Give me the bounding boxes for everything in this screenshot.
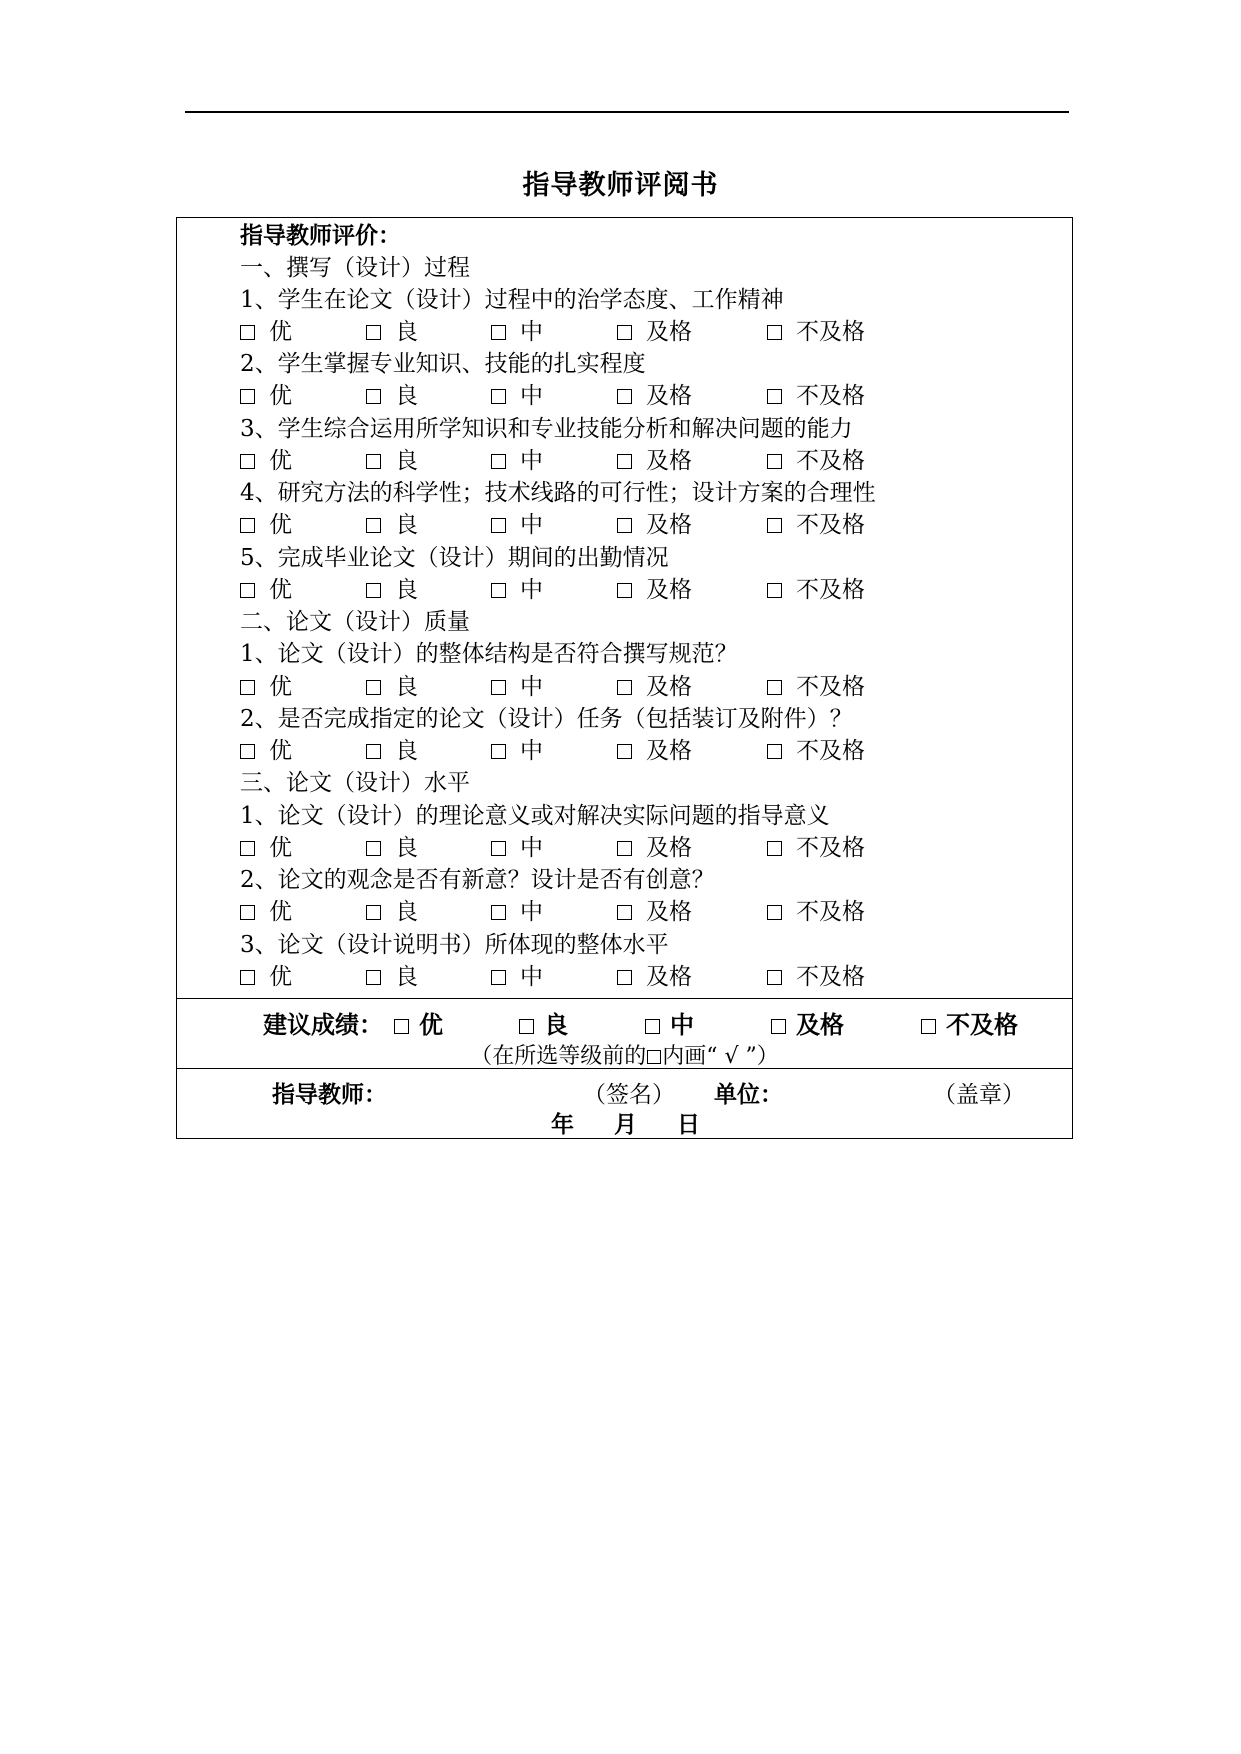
checkbox-icon[interactable] [491, 583, 506, 598]
checkbox-icon[interactable] [491, 680, 506, 695]
rating-row [240, 672, 940, 702]
checkbox-icon[interactable] [491, 325, 506, 340]
rating-option-label: 中 [520, 835, 543, 861]
rating-option[interactable] [366, 736, 418, 766]
date-day: 日 [677, 1112, 700, 1138]
checkbox-icon[interactable] [366, 454, 381, 469]
criterion-label: 3、学生综合运用所学知识和专业技能分析和解决问题的能力 [240, 416, 853, 442]
rating-option-label: 不及格 [796, 835, 865, 861]
checkbox-icon[interactable] [366, 583, 381, 598]
criterion-label: 3、论文（设计说明书）所体现的整体水平 [240, 932, 669, 958]
rating-option-label: 及格 [646, 899, 692, 925]
rating-option-label: 优 [269, 383, 292, 409]
rating-option-label: 良 [395, 319, 418, 345]
rating-option[interactable] [366, 510, 418, 540]
checkbox-icon[interactable] [921, 1019, 936, 1034]
checkbox-icon[interactable] [240, 583, 255, 598]
rating-option[interactable] [240, 736, 292, 766]
checkbox-icon[interactable] [366, 905, 381, 920]
checkbox-icon[interactable] [366, 325, 381, 340]
rating-option-label: 优 [269, 964, 292, 990]
criterion-label: 2、论文的观念是否有新意？设计是否有创意？ [240, 867, 715, 893]
checkbox-icon[interactable] [240, 454, 255, 469]
criterion-label: 5、完成毕业论文（设计）期间的出勤情况 [240, 545, 669, 571]
date-month: 月 [614, 1112, 637, 1138]
section-title: 一、撰写（设计）过程 [240, 255, 470, 281]
rating-option-label: 中 [520, 448, 543, 474]
rating-option-label: 不及格 [796, 512, 865, 538]
checkbox-icon[interactable] [491, 744, 506, 759]
rating-option[interactable] [617, 962, 692, 992]
rating-option[interactable] [491, 446, 543, 476]
rating-option-label: 优 [269, 674, 292, 700]
rating-option-label: 不及格 [796, 899, 865, 925]
rating-option[interactable] [767, 962, 865, 992]
checkbox-icon[interactable] [491, 454, 506, 469]
section-title: 二、论文（设计）质量 [240, 609, 470, 635]
rating-row [240, 962, 940, 992]
checkbox-icon[interactable] [767, 905, 782, 920]
checkbox-icon[interactable] [240, 518, 255, 533]
evaluation-heading: 指导教师评价： [240, 223, 401, 249]
rating-option[interactable] [617, 736, 692, 766]
seal-hint: （盖章） [933, 1082, 1025, 1108]
rating-option[interactable] [240, 962, 292, 992]
rating-row [240, 446, 940, 476]
checkbox-icon[interactable] [491, 970, 506, 985]
rating-option[interactable] [366, 446, 418, 476]
checkbox-icon[interactable] [491, 905, 506, 920]
checkbox-icon[interactable] [366, 841, 381, 856]
rating-option[interactable] [240, 833, 292, 863]
rating-row [240, 897, 940, 927]
checkbox-icon[interactable] [617, 680, 632, 695]
grade-option-label: 中 [670, 1011, 694, 1039]
checkbox-icon[interactable] [617, 325, 632, 340]
checkbox-icon[interactable] [617, 970, 632, 985]
rating-option[interactable] [767, 736, 865, 766]
rating-option[interactable] [366, 833, 418, 863]
rating-option[interactable] [767, 897, 865, 927]
grade-option[interactable] [771, 1005, 844, 1040]
rating-option[interactable] [767, 575, 865, 605]
rating-option-label: 良 [395, 835, 418, 861]
checkbox-icon[interactable] [366, 389, 381, 404]
rating-option[interactable] [240, 575, 292, 605]
checkbox-icon[interactable] [617, 905, 632, 920]
checkbox-icon[interactable] [240, 841, 255, 856]
rating-option-label: 良 [395, 383, 418, 409]
rating-option[interactable] [240, 381, 292, 411]
rating-option[interactable] [240, 446, 292, 476]
checkbox-icon[interactable] [240, 970, 255, 985]
rating-option-label: 中 [520, 319, 543, 345]
rating-option-label: 良 [395, 738, 418, 764]
criterion-label: 1、论文（设计）的整体结构是否符合撰写规范？ [240, 641, 738, 667]
rating-option-label: 中 [520, 512, 543, 538]
criterion-label: 1、学生在论文（设计）过程中的治学态度、工作精神 [240, 287, 784, 313]
rating-row [240, 736, 940, 766]
checkbox-icon[interactable] [617, 518, 632, 533]
rating-option-label: 不及格 [796, 383, 865, 409]
grade-note [177, 1039, 1072, 1070]
rating-option[interactable] [491, 736, 543, 766]
grade-option-label: 优 [419, 1011, 443, 1039]
rating-option-label: 不及格 [796, 319, 865, 345]
rating-option-label: 及格 [646, 964, 692, 990]
checkbox-icon[interactable] [491, 841, 506, 856]
rating-option[interactable] [240, 897, 292, 927]
rating-option[interactable] [366, 897, 418, 927]
rating-option[interactable] [767, 381, 865, 411]
rating-option[interactable] [491, 381, 543, 411]
rating-option-label: 及格 [646, 383, 692, 409]
rating-option-label: 及格 [646, 577, 692, 603]
checkbox-icon[interactable] [767, 389, 782, 404]
rating-option-label: 优 [269, 899, 292, 925]
checkbox-icon[interactable] [771, 1019, 786, 1034]
rating-row [240, 381, 940, 411]
rating-option-label: 优 [269, 577, 292, 603]
rating-option[interactable] [366, 962, 418, 992]
rating-option-label: 优 [269, 738, 292, 764]
rating-option[interactable] [366, 672, 418, 702]
rating-option-label: 不及格 [796, 964, 865, 990]
rating-option-label: 优 [269, 319, 292, 345]
grade-note-suffix: 内画“ √ ”） [662, 1044, 779, 1069]
rating-option-label: 及格 [646, 674, 692, 700]
rating-option[interactable] [617, 833, 692, 863]
rating-option-label: 优 [269, 448, 292, 474]
rating-option-label: 良 [395, 448, 418, 474]
unit-label: 单位： [714, 1082, 783, 1108]
evaluation-form [176, 217, 1073, 1139]
rating-option[interactable] [491, 833, 543, 863]
rating-option-label: 良 [395, 577, 418, 603]
checkbox-icon[interactable] [240, 680, 255, 695]
checkbox-icon[interactable] [394, 1019, 409, 1034]
rating-option[interactable] [617, 317, 692, 347]
checkbox-icon[interactable] [491, 389, 506, 404]
rating-option[interactable] [366, 575, 418, 605]
checkbox-icon[interactable] [617, 454, 632, 469]
rating-option[interactable] [617, 381, 692, 411]
advisor-label: 指导教师： [272, 1082, 387, 1108]
rating-option-label: 良 [395, 899, 418, 925]
checkbox-icon[interactable] [767, 680, 782, 695]
checkbox-icon[interactable] [767, 518, 782, 533]
rating-option[interactable] [240, 317, 292, 347]
checkbox-icon[interactable] [366, 680, 381, 695]
checkbox-icon[interactable] [617, 841, 632, 856]
rating-option-label: 不及格 [796, 738, 865, 764]
section-title: 三、论文（设计）水平 [240, 770, 470, 796]
rating-option[interactable] [240, 510, 292, 540]
rating-option[interactable] [366, 381, 418, 411]
grade-row [177, 1005, 1072, 1039]
checkbox-icon[interactable] [617, 744, 632, 759]
grade-label: 建议成绩： [263, 1011, 383, 1039]
rating-row [240, 575, 940, 605]
rating-option[interactable] [767, 510, 865, 540]
checkbox-icon[interactable] [767, 970, 782, 985]
rating-option[interactable] [366, 317, 418, 347]
grade-option[interactable] [519, 1005, 568, 1040]
rating-option-label: 优 [269, 512, 292, 538]
rating-option-label: 不及格 [796, 577, 865, 603]
rating-option[interactable] [617, 897, 692, 927]
rating-option[interactable] [767, 672, 865, 702]
checkbox-icon[interactable] [617, 583, 632, 598]
rating-option[interactable] [617, 446, 692, 476]
rating-option-label: 中 [520, 964, 543, 990]
rating-option-label: 不及格 [796, 448, 865, 474]
checkbox-icon[interactable] [519, 1019, 534, 1034]
rating-option-label: 及格 [646, 512, 692, 538]
rating-option-label: 中 [520, 577, 543, 603]
rating-row [240, 833, 940, 863]
criterion-label: 2、是否完成指定的论文（设计）任务（包括装订及附件）？ [240, 706, 853, 732]
rating-option[interactable] [491, 897, 543, 927]
grade-section [177, 998, 1072, 1068]
criterion-label: 1、论文（设计）的理论意义或对解决实际问题的指导意义 [240, 803, 830, 829]
rating-option-label: 及格 [646, 835, 692, 861]
checkbox-icon[interactable] [767, 583, 782, 598]
rating-option[interactable] [491, 317, 543, 347]
table-divider [177, 1068, 1072, 1069]
checkbox-icon[interactable] [767, 744, 782, 759]
date-year: 年 [551, 1112, 574, 1138]
checkbox-icon[interactable] [645, 1019, 660, 1034]
checkbox-icon [647, 1050, 661, 1064]
rating-option[interactable] [491, 962, 543, 992]
checkbox-icon[interactable] [767, 454, 782, 469]
rating-option-label: 及格 [646, 738, 692, 764]
checkbox-icon[interactable] [240, 744, 255, 759]
checkbox-icon[interactable] [491, 518, 506, 533]
grade-option[interactable] [394, 1005, 443, 1040]
header-rule [185, 111, 1069, 113]
rating-option[interactable] [617, 575, 692, 605]
rating-option[interactable] [491, 672, 543, 702]
rating-option[interactable] [767, 446, 865, 476]
rating-option[interactable] [617, 672, 692, 702]
rating-row [240, 317, 940, 347]
rating-option-label: 中 [520, 383, 543, 409]
rating-option-label: 优 [269, 835, 292, 861]
grade-note-prefix: （在所选等级前的 [470, 1044, 647, 1069]
rating-option-label: 及格 [646, 319, 692, 345]
grade-option-label: 不及格 [946, 1011, 1018, 1039]
checkbox-icon[interactable] [767, 841, 782, 856]
rating-option-label: 中 [520, 674, 543, 700]
rating-row [240, 510, 940, 540]
sign-hint: （签名） [583, 1082, 675, 1108]
grade-option[interactable] [645, 1005, 694, 1040]
criterion-label: 2、学生掌握专业知识、技能的扎实程度 [240, 351, 646, 377]
grade-option-label: 良 [544, 1011, 568, 1039]
rating-option[interactable] [491, 575, 543, 605]
checkbox-icon[interactable] [366, 744, 381, 759]
rating-option-label: 及格 [646, 448, 692, 474]
rating-option-label: 中 [520, 899, 543, 925]
rating-option-label: 良 [395, 512, 418, 538]
grade-option-label: 及格 [796, 1011, 844, 1039]
rating-option-label: 良 [395, 964, 418, 990]
rating-option[interactable] [767, 833, 865, 863]
rating-option[interactable] [491, 510, 543, 540]
checkbox-icon[interactable] [240, 325, 255, 340]
rating-option-label: 中 [520, 738, 543, 764]
checkbox-icon[interactable] [366, 970, 381, 985]
checkbox-icon[interactable] [240, 905, 255, 920]
checkbox-icon[interactable] [240, 389, 255, 404]
rating-option[interactable] [617, 510, 692, 540]
rating-option-label: 良 [395, 674, 418, 700]
checkbox-icon[interactable] [767, 325, 782, 340]
rating-option[interactable] [767, 317, 865, 347]
page-title: 指导教师评阅书 [522, 170, 719, 201]
rating-option[interactable] [240, 672, 292, 702]
rating-option-label: 不及格 [796, 674, 865, 700]
criterion-label: 4、研究方法的科学性；技术线路的可行性；设计方案的合理性 [240, 480, 876, 506]
checkbox-icon[interactable] [366, 518, 381, 533]
grade-option[interactable] [921, 1005, 1018, 1040]
checkbox-icon[interactable] [617, 389, 632, 404]
